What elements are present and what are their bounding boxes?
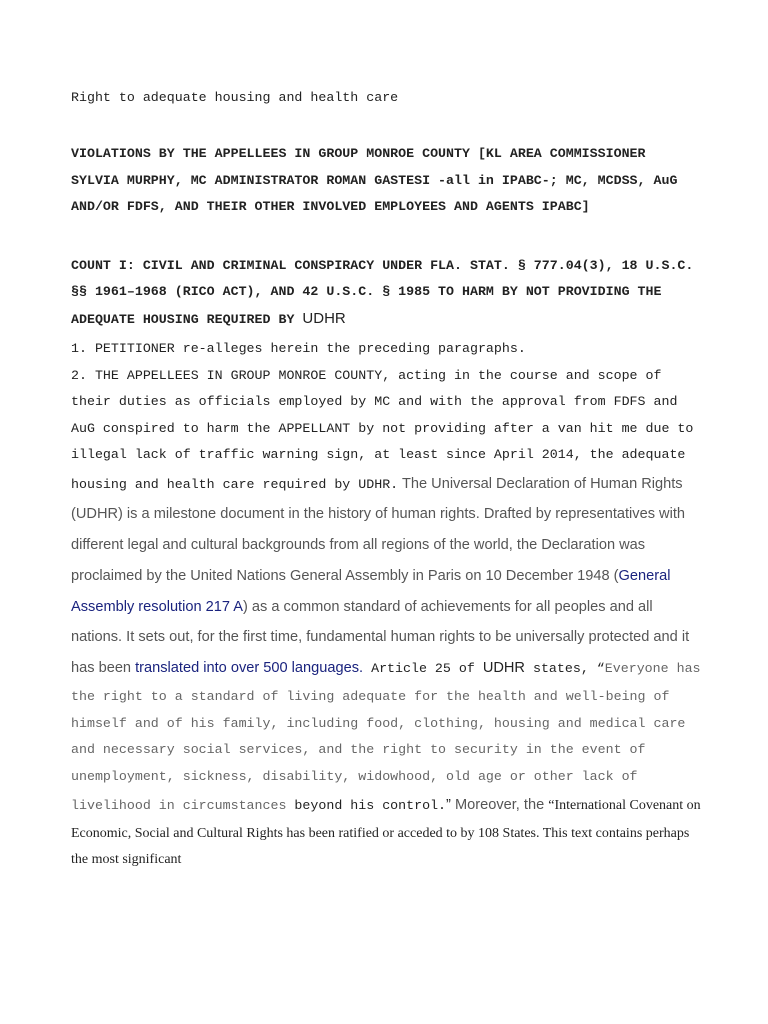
article-25-udhr: UDHR: [482, 660, 525, 677]
languages-link[interactable]: translated into over 500 languages.: [135, 660, 364, 677]
paragraph-2-intro: 2. THE APPELLEES IN GROUP MONROE COUNTY, acting in the course and scope of their duties as officials employed by MC and with the approval from FDFS and AuG conspired to harm the APPELLANT by not providing after a van hit me due to illegal lack of traffic warning sign, at least since April 2014, the adequate housing and health care required by UDHR.: [71, 367, 694, 492]
moreover-text: Moreover, the: [450, 797, 549, 814]
document-page: [71, 88, 701, 874]
article-25-quote: Everyone has the right to a standard of living adequate for the health and well-being of himself and of his family, including food, clothing, housing and medical care and necessary social services, and the right to security in the event of unemployment, sickness, disability, widowhood, old age or other lack of livelihood in circumstances: [71, 661, 701, 814]
document-title: Right to adequate housing and health care: [71, 90, 399, 105]
udhr-description: The Universal Declaration of Human Rights (UDHR) is a milestone document in the history of human rights. Drafted by representatives with different legal and cultural backgrounds from all regions of the world, the Declaration was proclaimed by the United Nations General Assembly in Paris on 10 December 1948 (: [71, 475, 686, 584]
icescr-text: “International Covenant on Economic, Social and Cultural Rights has been ratified or acceded to by 108 States. This text contains perhaps the most significant: [71, 798, 701, 868]
article-25-ref: Article 25 of: [363, 661, 483, 677]
paragraph-2: [71, 363, 701, 874]
count-heading-udhr: UDHR: [302, 309, 346, 327]
resolution-link[interactable]: General Assembly resolution 217 A: [71, 567, 671, 615]
paragraph-1: 1. PETITIONER re-alleges herein the preceding paragraphs.: [71, 341, 526, 356]
article-25-states: states, “: [524, 661, 605, 677]
violations-heading: VIOLATIONS BY THE APPELLEES IN GROUP MONROE COUNTY [KL AREA COMMISSIONER SYLVIA MURPHY, MC ADMINISTRATOR ROMAN GASTESI -all in IPABC-; MC, MCDSS, AuG AND/OR FDFS, AND THEIR OTHER INVOLVED EMPLOYEES AND AGENTS IPABC]: [71, 146, 678, 214]
count-heading: [71, 253, 701, 334]
count-heading-text: COUNT I: CIVIL AND CRIMINAL CONSPIRACY UNDER FLA. STAT. § 777.04(3), 18 U.S.C. §§ 1961–1968 (RICO ACT), AND 42 U.S.C. § 1985 TO HARM BY NOT PROVIDING THE ADEQUATE HOUSING REQUIRED BY: [71, 257, 694, 327]
udhr-description-cont: ) as a common standard of achievements for all peoples and all nations. It sets out, for the first time, fundamental human rights to be universally protected and it has been: [71, 598, 690, 677]
closing-quote-mark: ”: [446, 797, 451, 814]
article-25-quote-end: beyond his control.: [286, 798, 447, 814]
